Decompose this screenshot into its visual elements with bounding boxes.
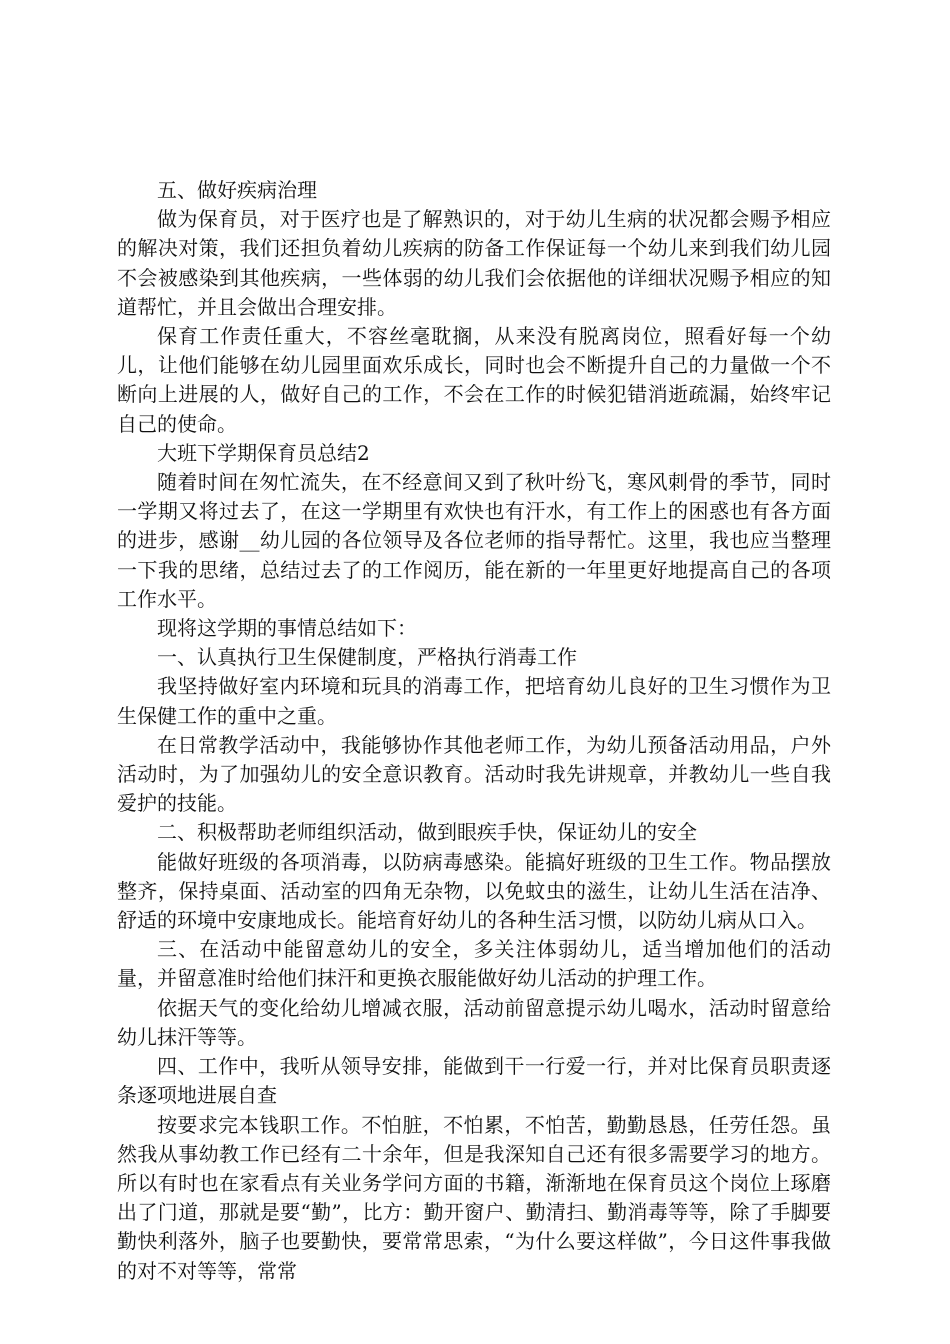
paragraph: 能做好班级的各项消毒，以防病毒感染。能搞好班级的卫生工作。物品摆放整齐，保持桌面、活动室的四角无杂物，以免蚊虫的滋生，让幼儿生活在洁净、舒适的环境中安康地成长。能培育好幼儿的各种生活习惯，以防幼儿病从口入。 — [117, 849, 831, 933]
paragraph: 随着时间在匆忙流失，在不经意间又到了秋叶纷飞，寒风刺骨的季节，同时一学期又将过去了，在这一学期里有欢快也有汗水，有工作上的困惑也有各方面的进步，感谢__幼儿园的各位领导及各位老师的指导帮忙。这里，我也应当整理一下我的思绪，总结过去了的工作阅历，能在新的一年里更好地提高自己的各项工作水平。 — [117, 470, 831, 611]
section-heading-work-attitude: 四、工作中，我听从领导安排，能做到干一行爱一行，并对比保育员职责逐条逐项地进展自查 — [117, 1054, 831, 1108]
section-heading-assist-activities: 二、积极帮助老师组织活动，做到眼疾手快，保证幼儿的安全 — [157, 820, 697, 845]
paragraph: 保育工作责任重大，不容丝毫耽搁，从来没有脱离岗位，照看好每一个幼儿，让他们能够在幼儿园里面欢乐成长，同时也会不断提升自己的力量做一个不断向上进展的人，做好自己的工作，不会在工作的时候犯错消逝疏漏，始终牢记自己的使命。 — [117, 324, 831, 436]
paragraph: 依据天气的变化给幼儿增减衣服，活动前留意提示幼儿喝水，活动时留意给幼儿抹汗等等。 — [117, 995, 831, 1049]
summary-title: 大班下学期保育员总结2 — [157, 440, 370, 465]
paragraph: 按要求完本钱职工作。不怕脏，不怕累，不怕苦，勤勤恳恳，任劳任怨。虽然我从事幼教工作已经有二十余年，但是我深知自己还有很多需要学习的地方。所以有时也在家看点有关业务学问方面的书籍，渐渐地在保育员这个岗位上琢磨出了门道，那就是要“勤”，比方：勤开窗户、勤清扫、勤消毒等等，除了手脚要勤快利落外，脑子也要勤快，要常常思索，“为什么要这样做”，今日这件事我做的对不对等等，常常 — [117, 1112, 831, 1283]
document-body — [117, 176, 831, 1286]
paragraph: 我坚持做好室内环境和玩具的消毒工作，把培育幼儿良好的卫生习惯作为卫生保健工作的重中之重。 — [117, 674, 831, 728]
section-heading-disease-management: 五、做好疾病治理 — [157, 178, 317, 202]
paragraph: 现将这学期的事情总结如下： — [157, 616, 417, 641]
paragraph: 三、在活动中能留意幼儿的安全，多关注体弱幼儿，适当增加他们的活动量，并留意准时给他们抹汗和更换衣服能做好幼儿活动的护理工作。 — [117, 937, 831, 991]
paragraph: 在日常教学活动中，我能够协作其他老师工作，为幼儿预备活动用品，户外活动时，为了加强幼儿的安全意识教育。活动时我先讲规章，并教幼儿一些自我爱护的技能。 — [117, 732, 831, 816]
section-heading-hygiene: 一、认真执行卫生保健制度，严格执行消毒工作 — [157, 645, 577, 670]
paragraph: 做为保育员，对于医疗也是了解熟识的，对于幼儿生病的状况都会赐予相应的解决对策，我们还担负着幼儿疾病的防备工作保证每一个幼儿来到我们幼儿园不会被感染到其他疾病，一些体弱的幼儿我们会依据他的详细状况赐予相应的知道帮忙，并且会做出合理安排。 — [117, 207, 831, 319]
